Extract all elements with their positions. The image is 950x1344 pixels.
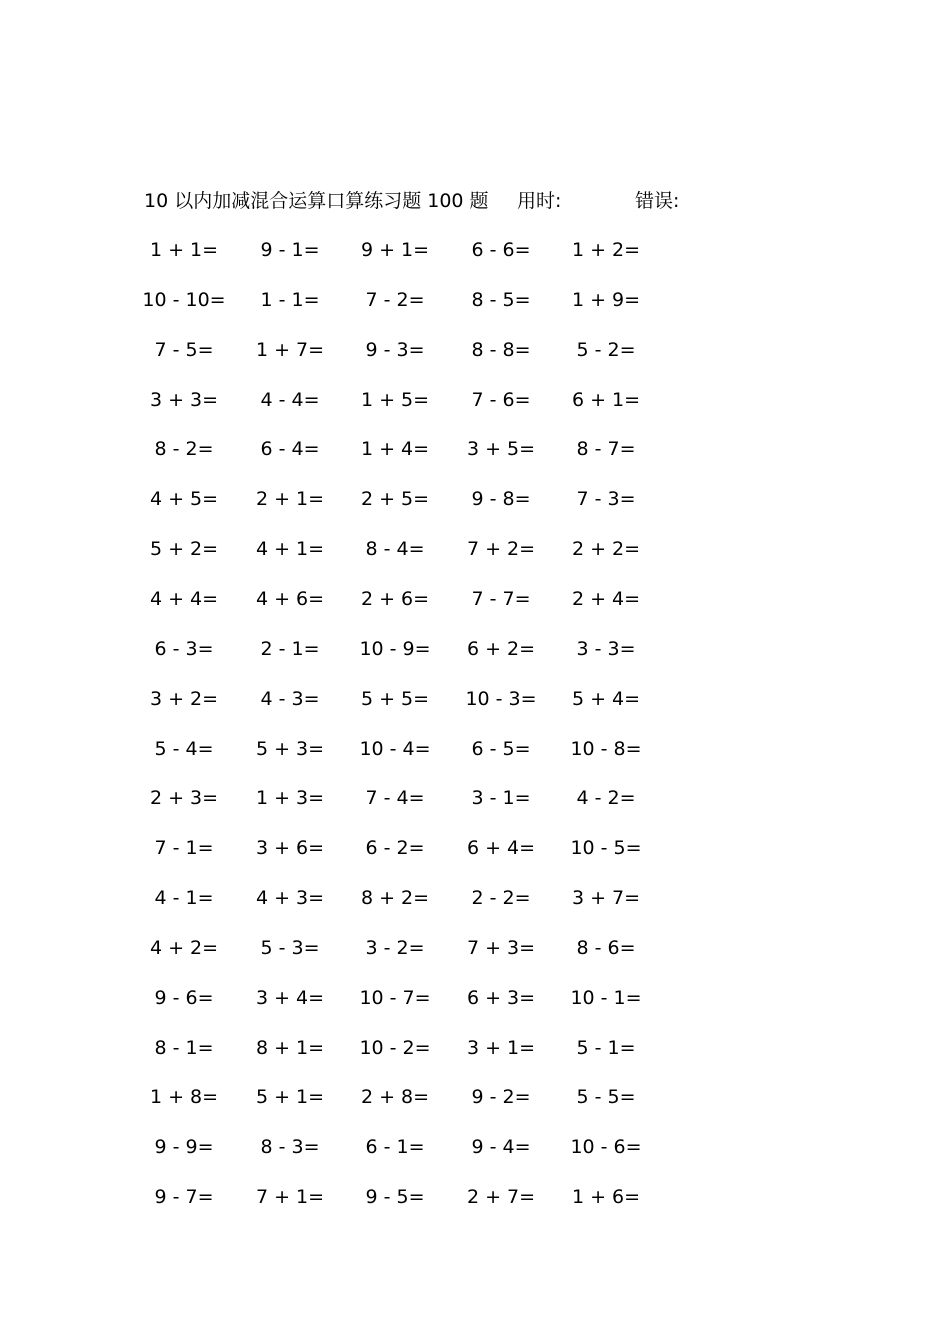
problem-row xyxy=(0,833,950,863)
arithmetic-problem: 9 - 7= xyxy=(154,1186,214,1209)
arithmetic-problem: 5 - 3= xyxy=(260,936,320,959)
problem-row xyxy=(0,285,950,315)
arithmetic-problem: 10 - 8= xyxy=(570,737,642,760)
arithmetic-problem: 10 - 6= xyxy=(570,1136,642,1159)
problem-row xyxy=(0,783,950,813)
problem-row xyxy=(0,734,950,764)
arithmetic-problem: 7 + 1= xyxy=(255,1186,325,1209)
worksheet-title: 10 以内加减混合运算口算练习题 100 题 xyxy=(144,190,489,212)
arithmetic-problem: 6 - 5= xyxy=(471,737,531,760)
arithmetic-problem: 4 + 4= xyxy=(149,587,219,610)
arithmetic-problem: 10 - 7= xyxy=(359,986,431,1009)
arithmetic-problem: 6 - 1= xyxy=(365,1136,425,1159)
problem-row xyxy=(0,584,950,614)
arithmetic-problem: 2 + 1= xyxy=(255,488,325,511)
problem-row xyxy=(0,983,950,1013)
arithmetic-problem: 4 - 1= xyxy=(154,887,214,910)
arithmetic-problem: 10 - 2= xyxy=(359,1036,431,1059)
problem-row xyxy=(0,385,950,415)
problem-row xyxy=(0,335,950,365)
arithmetic-problem: 9 + 1= xyxy=(360,239,430,261)
arithmetic-problem: 6 + 1= xyxy=(571,388,641,411)
arithmetic-problem: 4 - 2= xyxy=(576,787,636,810)
arithmetic-problem: 8 - 1= xyxy=(154,1036,214,1059)
arithmetic-problem: 1 + 8= xyxy=(149,1086,219,1109)
problem-row xyxy=(0,1082,950,1112)
arithmetic-problem: 2 + 6= xyxy=(360,587,430,610)
arithmetic-problem: 8 - 2= xyxy=(154,438,214,461)
arithmetic-problem: 6 + 4= xyxy=(466,837,536,860)
arithmetic-problem: 2 + 2= xyxy=(571,538,641,561)
arithmetic-problem: 1 + 7= xyxy=(255,338,325,361)
arithmetic-problem: 9 - 9= xyxy=(154,1136,214,1159)
arithmetic-problem: 5 - 5= xyxy=(576,1086,636,1109)
problem-row xyxy=(0,933,950,963)
arithmetic-problem: 6 - 4= xyxy=(260,438,320,461)
arithmetic-problem: 7 + 2= xyxy=(466,538,536,561)
arithmetic-problem: 3 + 1= xyxy=(466,1036,536,1059)
problem-row xyxy=(0,883,950,913)
arithmetic-problem: 6 - 2= xyxy=(365,837,425,860)
arithmetic-problem: 7 - 1= xyxy=(154,837,214,860)
arithmetic-problem: 9 - 5= xyxy=(365,1186,425,1209)
problem-row xyxy=(0,1132,950,1162)
arithmetic-problem: 9 - 4= xyxy=(471,1136,531,1159)
arithmetic-problem: 3 + 4= xyxy=(255,986,325,1009)
arithmetic-problem: 3 - 2= xyxy=(365,936,425,959)
arithmetic-problem: 5 + 5= xyxy=(360,687,430,710)
arithmetic-problem: 1 + 1= xyxy=(149,239,219,261)
arithmetic-problem: 7 - 4= xyxy=(365,787,425,810)
arithmetic-problem: 2 - 1= xyxy=(260,637,320,660)
problem-row xyxy=(0,434,950,464)
problem-row xyxy=(0,634,950,664)
arithmetic-problem: 10 - 9= xyxy=(359,637,431,660)
arithmetic-problem: 8 + 2= xyxy=(360,887,430,910)
arithmetic-problem: 3 + 3= xyxy=(149,388,219,411)
arithmetic-problem: 4 + 2= xyxy=(149,936,219,959)
arithmetic-problem: 2 + 5= xyxy=(360,488,430,511)
problem-row xyxy=(0,235,950,265)
arithmetic-problem: 1 + 9= xyxy=(571,288,641,311)
arithmetic-problem: 10 - 1= xyxy=(570,986,642,1009)
arithmetic-problem: 8 - 7= xyxy=(576,438,636,461)
problem-row xyxy=(0,534,950,564)
arithmetic-problem: 2 + 8= xyxy=(360,1086,430,1109)
arithmetic-problem: 3 + 6= xyxy=(255,837,325,860)
arithmetic-problem: 4 + 6= xyxy=(255,587,325,610)
arithmetic-problem: 6 + 2= xyxy=(466,637,536,660)
arithmetic-problem: 9 - 6= xyxy=(154,986,214,1009)
arithmetic-problem: 4 + 3= xyxy=(255,887,325,910)
arithmetic-problem: 10 - 3= xyxy=(465,687,537,710)
arithmetic-problem: 4 - 3= xyxy=(260,687,320,710)
arithmetic-problem: 3 + 7= xyxy=(571,887,641,910)
problem-row xyxy=(0,484,950,514)
arithmetic-problem: 3 + 2= xyxy=(149,687,219,710)
arithmetic-problem: 9 - 3= xyxy=(365,338,425,361)
arithmetic-problem: 4 + 1= xyxy=(255,538,325,561)
arithmetic-problem: 8 - 8= xyxy=(471,338,531,361)
arithmetic-problem: 4 + 5= xyxy=(149,488,219,511)
arithmetic-problem: 7 + 3= xyxy=(466,936,536,959)
arithmetic-problem: 2 - 2= xyxy=(471,887,531,910)
arithmetic-problem: 2 + 3= xyxy=(149,787,219,810)
arithmetic-problem: 9 - 1= xyxy=(260,239,320,261)
arithmetic-problem: 5 + 2= xyxy=(149,538,219,561)
arithmetic-problem: 1 - 1= xyxy=(260,288,320,311)
arithmetic-problem: 1 + 4= xyxy=(360,438,430,461)
arithmetic-problem: 8 - 4= xyxy=(365,538,425,561)
arithmetic-problem: 2 + 7= xyxy=(466,1186,536,1209)
arithmetic-problem: 8 - 3= xyxy=(260,1136,320,1159)
arithmetic-problem: 7 - 6= xyxy=(471,388,531,411)
arithmetic-problem: 7 - 5= xyxy=(154,338,214,361)
arithmetic-problem: 10 - 4= xyxy=(359,737,431,760)
arithmetic-problem: 7 - 2= xyxy=(365,288,425,311)
arithmetic-problem: 5 + 3= xyxy=(255,737,325,760)
arithmetic-problem: 2 + 4= xyxy=(571,587,641,610)
arithmetic-problem: 4 - 4= xyxy=(260,388,320,411)
arithmetic-problem: 5 - 4= xyxy=(154,737,214,760)
arithmetic-problem: 5 - 2= xyxy=(576,338,636,361)
arithmetic-problem: 10 - 5= xyxy=(570,837,642,860)
problem-row xyxy=(0,1182,950,1212)
errors-label: 错误: xyxy=(635,190,680,212)
arithmetic-problem: 6 - 3= xyxy=(154,637,214,660)
arithmetic-problem: 1 + 3= xyxy=(255,787,325,810)
arithmetic-problem: 8 - 6= xyxy=(576,936,636,959)
arithmetic-problem: 9 - 2= xyxy=(471,1086,531,1109)
problem-row xyxy=(0,684,950,714)
arithmetic-problem: 7 - 7= xyxy=(471,587,531,610)
arithmetic-problem: 1 + 2= xyxy=(571,239,641,261)
arithmetic-problem: 5 + 1= xyxy=(255,1086,325,1109)
arithmetic-problem: 1 + 5= xyxy=(360,388,430,411)
arithmetic-problem: 9 - 8= xyxy=(471,488,531,511)
arithmetic-problem: 6 - 6= xyxy=(471,239,531,261)
arithmetic-problem: 1 + 6= xyxy=(571,1186,641,1209)
arithmetic-problem: 10 - 10= xyxy=(142,288,226,311)
arithmetic-problem: 5 - 1= xyxy=(576,1036,636,1059)
arithmetic-problem: 3 - 3= xyxy=(576,637,636,660)
arithmetic-problem: 8 + 1= xyxy=(255,1036,325,1059)
arithmetic-problem: 5 + 4= xyxy=(571,687,641,710)
arithmetic-problem: 6 + 3= xyxy=(466,986,536,1009)
time-used-label: 用时: xyxy=(517,190,562,212)
arithmetic-problem: 8 - 5= xyxy=(471,288,531,311)
arithmetic-problem: 3 + 5= xyxy=(466,438,536,461)
arithmetic-problem: 3 - 1= xyxy=(471,787,531,810)
problem-row xyxy=(0,1033,950,1063)
arithmetic-problem: 7 - 3= xyxy=(576,488,636,511)
